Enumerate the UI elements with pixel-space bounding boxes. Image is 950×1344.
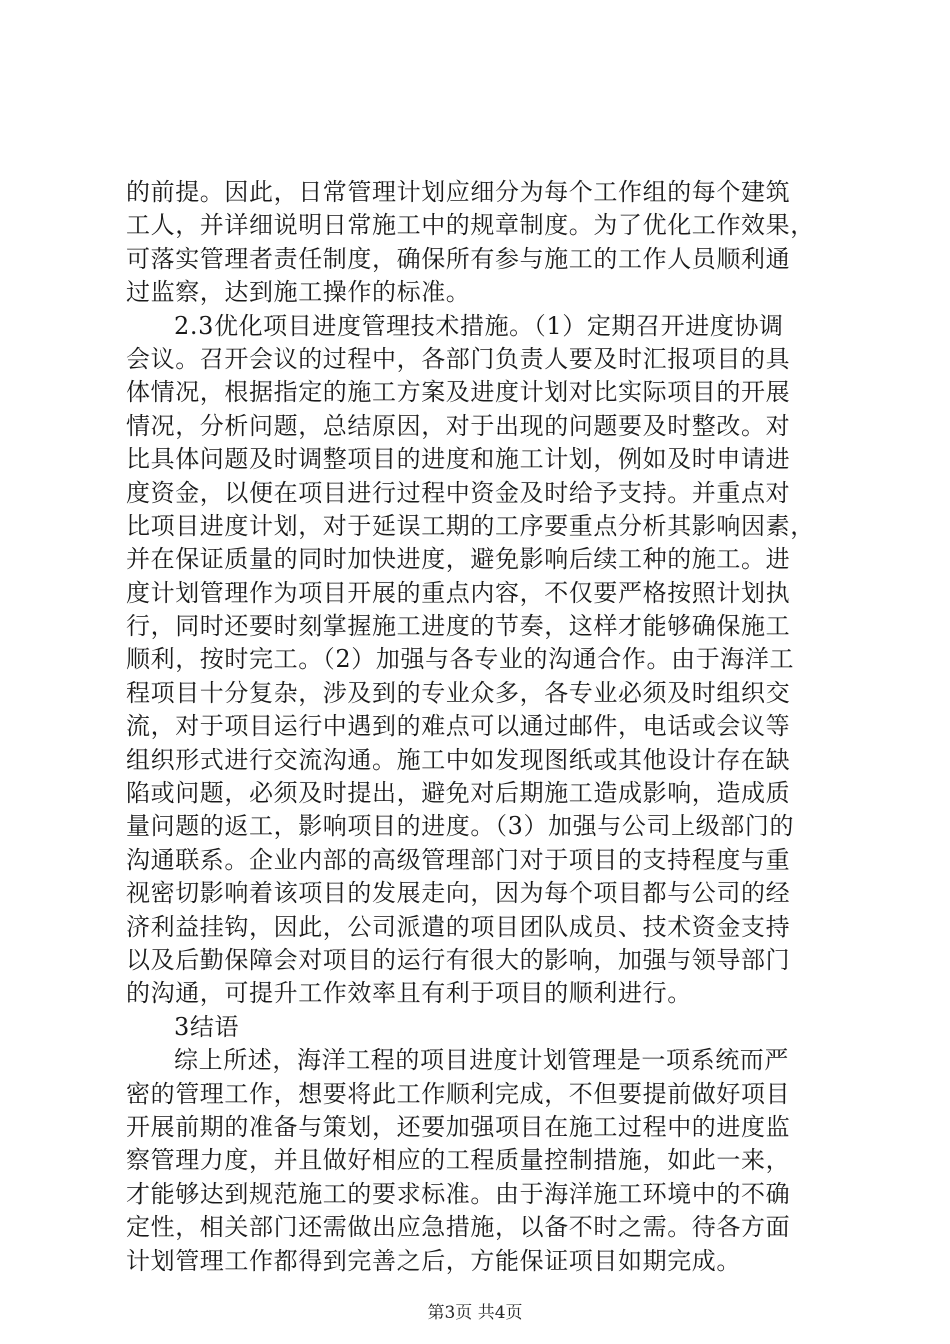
section-heading-line: 2.3优化项目进度管理技术措施。（1）定期召开进度协调 (174, 311, 784, 340)
text-line: 量问题的返工，影响项目的进度。（3）加强与公司上级部门的 (126, 812, 795, 841)
text-line: 体情况，根据指定的施工方案及进度计划对比实际项目的开展 (126, 378, 791, 407)
text-line: 以及后勤保障会对项目的运行有很大的影响，加强与领导部门 (126, 945, 791, 974)
text-line: 的前提。因此，日常管理计划应细分为每个工作组的每个建筑 (126, 178, 791, 206)
text-line: 视密切影响着该项目的发展走向，因为每个项目都与公司的经 (126, 879, 791, 908)
text-line: 定性，相关部门还需做出应急措施，以备不时之需。待各方面 (126, 1213, 791, 1242)
text-line: 并在保证质量的同时加快进度，避免影响后续工种的施工。进 (126, 545, 791, 574)
text-line: 的沟通，可提升工作效率且有利于项目的顺利进行。 (126, 979, 692, 1008)
text-line: 过监察，达到施工操作的标准。 (126, 278, 471, 307)
text-line: 行，同时还要时刻掌握施工进度的节奏，这样才能够确保施工 (126, 612, 791, 641)
section-heading: 3结语 (174, 1012, 240, 1041)
text-line: 可落实管理者责任制度，确保所有参与施工的工作人员顺利通 (126, 244, 791, 273)
text-line: 比项目进度计划，对于延误工期的工序要重点分析其影响因素， (126, 511, 815, 540)
text-line: 组织形式进行交流沟通。施工中如发现图纸或其他设计存在缺 (126, 745, 791, 774)
text-line: 济利益挂钩，因此，公司派遣的项目团队成员、技术资金支持 (126, 912, 791, 941)
page-footer (0, 1303, 950, 1323)
body-text (126, 176, 832, 1278)
text-line: 工人，并详细说明日常施工中的规章制度。为了优化工作效果， (126, 211, 815, 240)
text-line: 顺利，按时完工。（2）加强与各专业的沟通合作。由于海洋工 (126, 645, 795, 674)
text-line: 开展前期的准备与策划，还要加强项目在施工过程中的进度监 (126, 1112, 791, 1141)
text-line: 察管理力度，并且做好相应的工程质量控制措施，如此一来， (126, 1146, 791, 1175)
text-line: 会议。召开会议的过程中，各部门负责人要及时汇报项目的具 (126, 344, 791, 373)
text-line: 程项目十分复杂，涉及到的专业众多，各专业必须及时组织交 (126, 678, 791, 707)
text-line: 陷或问题，必须及时提出，避免对后期施工造成影响，造成质 (126, 779, 791, 808)
text-line: 流，对于项目运行中遇到的难点可以通过邮件，电话或会议等 (126, 712, 791, 741)
text-line: 密的管理工作，想要将此工作顺利完成，不但要提前做好项目 (126, 1079, 791, 1108)
page-number: 第3页 共4页 (427, 1303, 523, 1323)
text-line: 度资金，以便在项目进行过程中资金及时给予支持。并重点对 (126, 478, 791, 507)
text-line: 情况，分析问题，总结原因，对于出现的问题要及时整改。对 (126, 411, 791, 440)
text-line: 计划管理工作都得到完善之后，方能保证项目如期完成。 (126, 1246, 741, 1275)
text-line: 度计划管理作为项目开展的重点内容，不仅要严格按照计划执 (126, 578, 791, 607)
text-line: 综上所述，海洋工程的项目进度计划管理是一项系统而严 (174, 1046, 789, 1075)
text-line: 比具体问题及时调整项目的进度和施工计划，例如及时申请进 (126, 445, 791, 474)
text-line: 沟通联系。企业内部的高级管理部门对于项目的支持程度与重 (126, 845, 791, 874)
text-line: 才能够达到规范施工的要求标准。由于海洋施工环境中的不确 (126, 1179, 791, 1208)
